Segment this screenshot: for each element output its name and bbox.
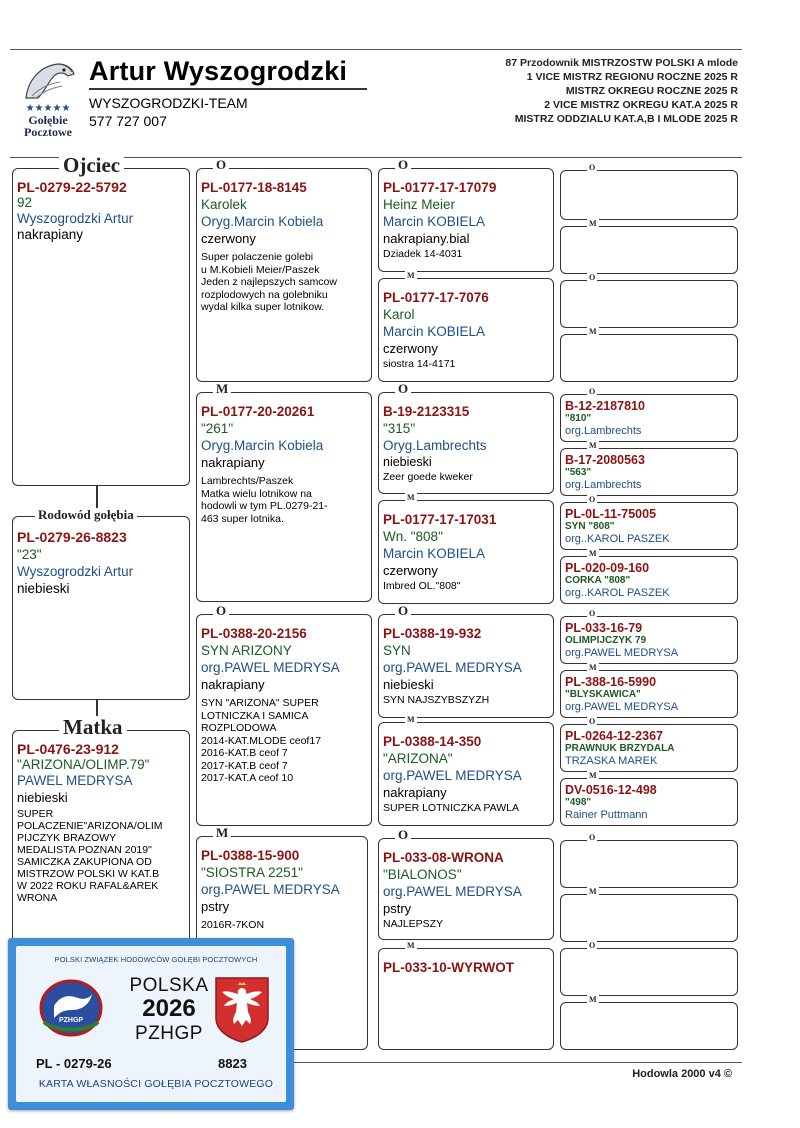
gen2-color: nakrapiany [201, 677, 265, 692]
gen4-box-12[interactable] [560, 771, 738, 826]
mother-color: niebieski [17, 790, 68, 805]
gen2-box-1[interactable] [196, 157, 372, 382]
gen4-box-6[interactable] [560, 441, 738, 496]
gen4-box-15[interactable] [560, 941, 738, 996]
gen4-box-10[interactable] [560, 663, 738, 718]
gen4-box-16[interactable] [560, 995, 738, 1050]
dam-label: M [589, 327, 597, 336]
gen4-name: CORKA "808" [565, 575, 631, 586]
gen3-ring: PL-0177-17-17079 [383, 180, 497, 195]
gen3-box-2[interactable] [378, 271, 554, 382]
gen3-ring: PL-0177-17-17031 [383, 512, 497, 527]
gen3-remarks: NAJLEPSZY [383, 918, 444, 930]
gen4-box-8[interactable] [560, 549, 738, 604]
gen2-remarks: SYN "ARIZONA" SUPER LOTNICZKA I SAMICA ROZPLODOWA 2014-KAT.MLODE ceof17 2016-KAT.B ceof 7 2017-KAT.B ceof 7 2017-KAT.A ceof 10 [201, 697, 322, 784]
gen3-remarks: Dziadek 14-4031 [383, 248, 463, 260]
sire-label: O [395, 382, 411, 396]
gen2-color: czerwony [201, 231, 256, 246]
club-logo [12, 56, 84, 146]
gen2-color: nakrapiany [201, 455, 265, 470]
gen4-ring: PL-020-09-160 [565, 561, 650, 575]
gen3-color: niebieski [383, 455, 432, 469]
gen3-color: niebieski [383, 677, 434, 692]
gen2-name: "SIOSTRA 2251" [201, 865, 303, 880]
gen3-name: "ARIZONA" [383, 751, 453, 766]
dam-label: M [407, 715, 415, 724]
gen4-box-11[interactable] [560, 717, 738, 772]
father-color: nakrapiany [17, 227, 84, 242]
gen3-ring: PL-033-10-WYRWOT [383, 960, 515, 975]
gen3-ring: PL-0177-17-7076 [383, 290, 489, 305]
achievement-line: 87 Przodownik MISTRZOSTW POLSKI A mlode [505, 57, 738, 69]
gen4-name: "BLYSKAWICA" [565, 689, 641, 700]
subject-ring: PL-0279-26-8823 [17, 529, 127, 545]
gen4-box-3[interactable] [560, 273, 738, 328]
gen3-box-4[interactable] [378, 493, 554, 604]
gen4-box-14[interactable] [560, 887, 738, 942]
achievement-line: MISTRZ ODDZIALU KAT.A,B I MLODE 2025 R [514, 113, 738, 125]
sire-label: O [589, 717, 596, 726]
sire-label: O [213, 604, 229, 618]
gen2-ring: PL-0177-20-20261 [201, 404, 315, 419]
gen3-name: "BIALONOS" [383, 867, 462, 882]
gen4-owner: org..KAROL PASZEK [565, 533, 670, 545]
gen4-owner: org.PAWEL MEDRYSA [565, 701, 679, 713]
gen3-owner: org.PAWEL MEDRYSA [383, 884, 522, 899]
logo-caption-2: Pocztowe [24, 125, 72, 139]
father-ring: PL-0279-22-5792 [17, 179, 127, 195]
gen3-remarks: SUPER LOTNICZKA PAWLA [383, 802, 519, 814]
gen3-color: pstry [383, 901, 412, 916]
dam-label: M [407, 493, 415, 502]
gen4-owner: Rainer Puttmann [565, 809, 648, 821]
subject-owner: Wyszogrodzki Artur [17, 564, 134, 579]
card-emblem [34, 972, 108, 1038]
logo-stars: ★★★★★ [25, 103, 71, 114]
gen2-remarks: 2016R-7KON [201, 919, 265, 931]
gen4-name: "810" [565, 413, 592, 424]
gen3-remarks: siostra 14-4171 [383, 358, 456, 370]
gen2-box-3[interactable] [196, 603, 372, 826]
gen4-owner: org..KAROL PASZEK [565, 587, 670, 599]
mother-remarks: SUPER POLACZENIE"ARIZONA/OLIM PIJCZYK BRAZOWY MEDALISTA POZNAN 2019" SAMICZKA ZAKUPIONA OD MISTRZOW POLSKI W KAT.B W 2022 ROKU RAFAL&AREK WRONA [17, 808, 163, 904]
gen4-box-13[interactable] [560, 833, 738, 888]
father-label: Ojciec [59, 154, 124, 176]
card-ring-number: 8823 [218, 1056, 247, 1071]
gen2-owner: org.PAWEL MEDRYSA [201, 660, 340, 675]
sire-label: O [395, 158, 411, 172]
gen3-name: Heinz Meier [383, 197, 456, 212]
gen3-name: "315" [383, 421, 416, 436]
sire-label: O [589, 495, 596, 504]
gen3-ring: B-19-2123315 [383, 404, 470, 419]
achievement-line: 1 VICE MISTRZ REGIONU ROCZNE 2025 R [526, 71, 738, 83]
mother-owner: PAWEL MEDRYSA [17, 773, 133, 788]
gen2-name: Karolek [201, 197, 247, 212]
gen3-box-3[interactable] [378, 381, 554, 494]
dam-label: M [407, 941, 415, 950]
dam-label: M [589, 771, 597, 780]
emblem-text: PZHGP [58, 1017, 84, 1024]
gen2-remarks: Lambrechts/Paszek Matka wielu lotnikow na hodowli w tym PL.0279-21- 463 super lotnika. [201, 475, 328, 525]
gen4-name: "498" [565, 797, 592, 808]
gen3-color: nakrapiany.bial [383, 231, 470, 246]
gen3-box-6[interactable] [378, 715, 554, 826]
sire-label: O [589, 273, 596, 282]
subject-box[interactable] [12, 507, 190, 700]
gen4-name: PRAWNUK BRZYDALA [565, 743, 675, 754]
gen3-color: czerwony [383, 563, 438, 578]
achievement-line: MISTRZ OKREGU ROCZNE 2025 R [565, 85, 738, 97]
gen3-name: SYN [383, 643, 411, 658]
team-name: WYSZOGRODZKI-TEAM [89, 95, 248, 111]
gen3-owner: org.PAWEL MEDRYSA [383, 660, 522, 675]
gen2-owner: Oryg.Marcin Kobiela [201, 214, 324, 229]
gen3-name: Wn. "808" [383, 529, 443, 544]
gen4-ring: B-17-2080563 [565, 453, 645, 467]
gen3-owner: Marcin KOBIELA [383, 324, 486, 339]
dam-label: M [589, 995, 597, 1004]
gen4-name: "563" [565, 467, 592, 478]
gen3-owner: Oryg.Lambrechts [383, 438, 487, 453]
achievements [505, 56, 738, 126]
gen4-ring: PL-033-16-79 [565, 621, 643, 635]
gen2-ring: PL-0177-18-8145 [201, 180, 307, 195]
pzhgp-emblem-icon [34, 972, 108, 1038]
dam-label: M [589, 887, 597, 896]
dam-label: M [589, 441, 597, 450]
sire-label: O [213, 158, 229, 172]
gen4-owner: TRZASKA MAREK [565, 755, 658, 767]
polish-eagle-icon [212, 974, 272, 1044]
gen3-remarks: SYN NAJSZYBSZYZH [383, 694, 490, 706]
gen3-box-8[interactable] [378, 941, 554, 1050]
gen3-remarks: Imbred OL."808" [383, 580, 461, 592]
sire-label: O [589, 163, 596, 172]
gen4-ring: B-12-2187810 [565, 399, 645, 413]
sire-label: O [589, 387, 596, 396]
gen3-box-1[interactable] [378, 157, 554, 272]
gen3-box-7[interactable] [378, 827, 554, 940]
card-ring-prefix: PL - 0279-26 [36, 1056, 112, 1071]
gen4-ring: DV-0516-12-498 [565, 783, 657, 797]
gen4-box-1[interactable] [560, 163, 738, 220]
sire-label: O [395, 604, 411, 618]
dam-label: M [213, 382, 231, 396]
gen3-remarks: Zeer goede kweker [383, 471, 473, 483]
sire-label: O [589, 833, 596, 842]
breeder-name: Artur Wyszogrodzki [89, 56, 348, 86]
gen2-name: SYN ARIZONY [201, 643, 292, 658]
gen3-ring: PL-033-08-WRONA [383, 850, 504, 865]
gen4-name: SYN "808" [565, 521, 615, 532]
gen2-remarks: Super polaczenie golebi u M.Kobieli Meier/Paszek Jeden z najlepszych samcow rozplodowych na golebniku wydal kilka super lotnikow. [201, 251, 337, 313]
gen4-box-5[interactable] [560, 387, 738, 442]
card-year: 2026 [142, 995, 196, 1022]
gen3-color: czerwony [383, 341, 438, 356]
father-owner: Wyszogrodzki Artur [17, 211, 134, 226]
gen2-owner: org.PAWEL MEDRYSA [201, 882, 340, 897]
software-credit: Hodowla 2000 v4 © [632, 1068, 732, 1080]
dam-label: M [213, 826, 231, 840]
gen2-name: "261" [201, 421, 234, 436]
sire-label: O [589, 609, 596, 618]
subject-color: niebieski [17, 581, 70, 596]
gen4-ring: PL-388-16-5990 [565, 675, 657, 689]
dam-label: M [589, 549, 597, 558]
gen3-color: nakrapiany [383, 785, 447, 800]
gen3-name: Karol [383, 307, 415, 322]
dam-label: M [407, 271, 415, 280]
card-title: KARTA WŁASNOŚCI GOŁĘBIA POCZTOWEGO [38, 1078, 274, 1090]
sire-label: O [395, 828, 411, 842]
sire-label: O [589, 941, 596, 950]
card-union: POLSKI ZWIĄZEK HODOWCÓW GOŁĘBI POCZTOWYCH [54, 955, 258, 964]
card-country: POLSKA [129, 975, 209, 996]
logo-caption-1: Gołębie [28, 113, 68, 127]
phone: 577 727 007 [89, 113, 167, 129]
gen2-ring: PL-0388-20-2156 [201, 626, 307, 641]
mother-name: "ARIZONA/OLIMP.79" [17, 757, 150, 772]
gen3-ring: PL-0388-19-932 [383, 626, 482, 641]
ownership-card [8, 938, 294, 1110]
gen4-owner: org.PAWEL MEDRYSA [565, 647, 679, 659]
mother-ring: PL-0476-23-912 [17, 741, 119, 757]
father-name: 92 [17, 195, 33, 210]
gen3-owner: org.PAWEL MEDRYSA [383, 768, 522, 783]
mother-label: Matka [59, 716, 127, 738]
gen4-owner: org.Lambrechts [565, 425, 642, 437]
dam-label: M [589, 219, 597, 228]
gen4-box-4[interactable] [560, 327, 738, 382]
gen3-box-5[interactable] [378, 603, 554, 718]
gen4-box-9[interactable] [560, 609, 738, 664]
pigeon-label: Rodowód gołębia [35, 508, 137, 522]
gen2-box-2[interactable] [196, 381, 372, 602]
gen4-ring: PL-0L-11-75005 [565, 507, 657, 521]
achievement-line: 2 VICE MISTRZ OKREGU KAT.A 2025 R [544, 99, 738, 111]
gen4-box-7[interactable] [560, 495, 738, 550]
gen2-owner: Oryg.Marcin Kobiela [201, 438, 324, 453]
dam-label: M [589, 663, 597, 672]
polish-eagle-shield [212, 974, 272, 1044]
gen3-owner: Marcin KOBIELA [383, 214, 486, 229]
gen4-ring: PL-0264-12-2367 [565, 729, 663, 743]
gen4-name: OLIMPIJCZYK 79 [565, 635, 647, 646]
gen3-ring: PL-0388-14-350 [383, 734, 482, 749]
father-box[interactable] [12, 153, 190, 486]
gen2-ring: PL-0388-15-900 [201, 848, 300, 863]
gen2-color: pstry [201, 899, 230, 914]
subject-name: "23" [17, 547, 42, 562]
gen4-box-2[interactable] [560, 219, 738, 274]
pigeon-logo-icon [18, 58, 78, 106]
card-org: PZHGP [135, 1023, 203, 1044]
gen3-owner: Marcin KOBIELA [383, 546, 486, 561]
gen4-owner: org.Lambrechts [565, 479, 642, 491]
